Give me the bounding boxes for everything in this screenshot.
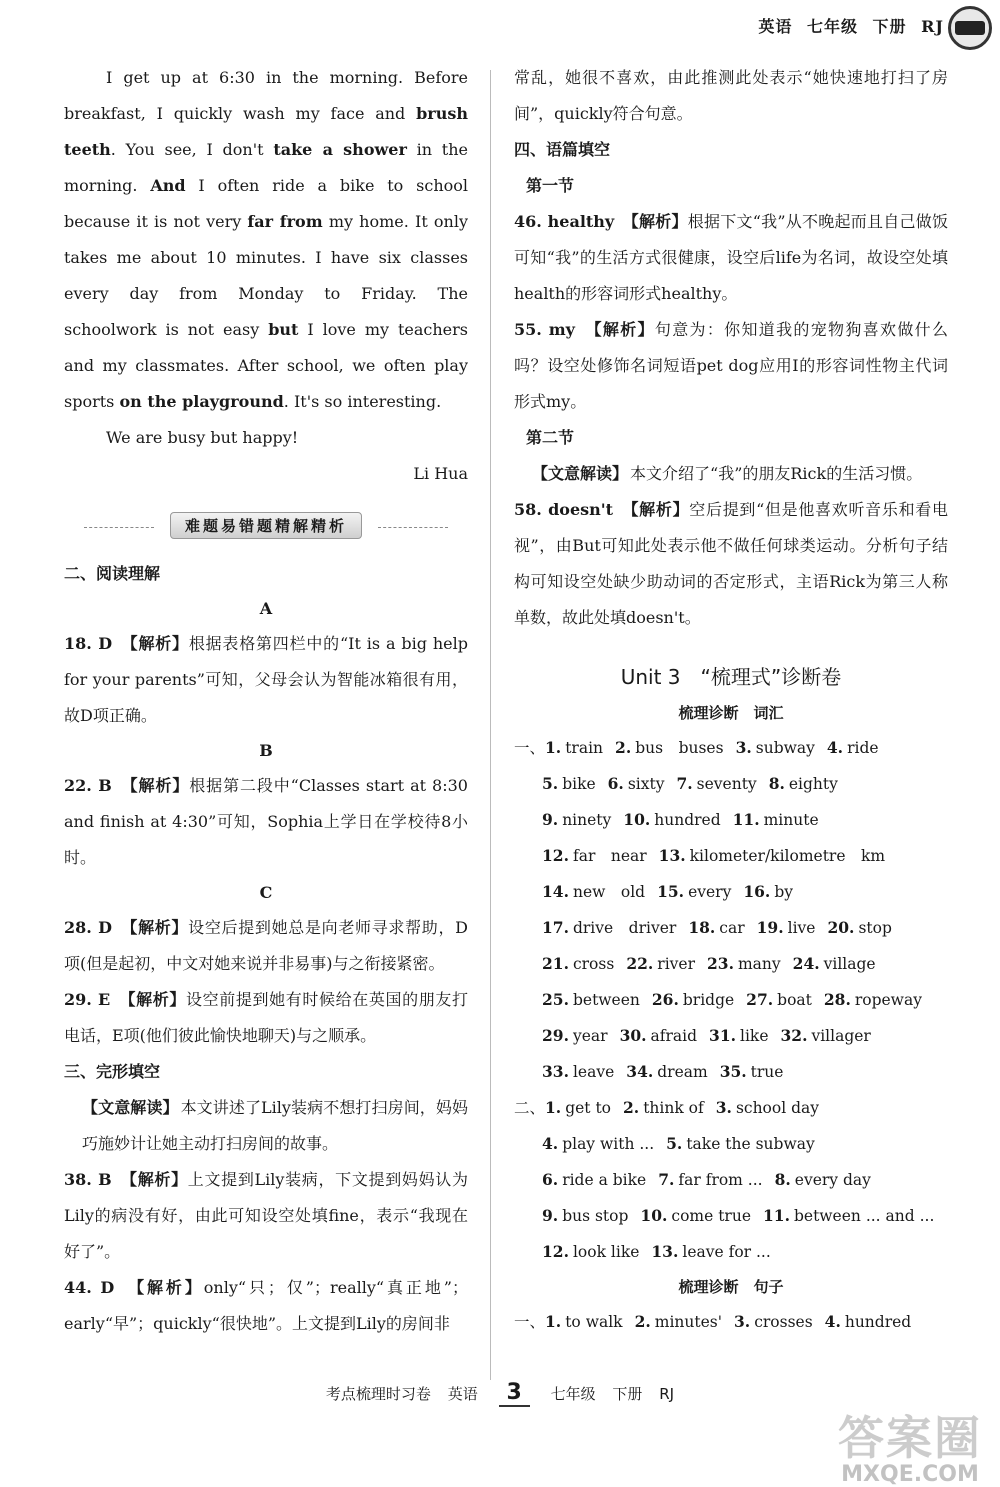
answer-number: 6.: [542, 1170, 559, 1189]
answer-29: 29. E 【解析】设空前提到她有时候给在英国的朋友打电话，E项(他们彼此愉快地聊天)与之顺承。: [64, 990, 468, 1045]
unit-title: Unit 3 “梳理式”诊断卷: [620, 665, 842, 689]
answer-word: bus buses: [635, 739, 724, 757]
answer-word: ride a bike: [562, 1171, 647, 1189]
header-subject: 英语: [758, 17, 793, 36]
answer-number: 1.: [545, 738, 562, 757]
answer-number: 13.: [651, 1242, 679, 1261]
answer-word: year: [572, 1027, 608, 1045]
answer-word: crosses: [754, 1313, 813, 1331]
answer-word: many: [737, 955, 781, 973]
answer-row: [514, 1162, 948, 1198]
answer-number: 2.: [634, 1312, 651, 1331]
answer-number: 32.: [780, 1026, 808, 1045]
answer-row: [514, 1054, 948, 1090]
footer-edition: RJ: [659, 1385, 675, 1403]
passage-summary-cloze: 【文意解读】 本文讲述了Lily装病不想打扫房间，妈妈巧施妙计让她主动打扫房间的故事。: [82, 1098, 468, 1153]
watermark-text: 答案圈: [838, 1411, 982, 1465]
answer-row: [514, 730, 948, 766]
answer-row: [514, 1090, 948, 1126]
answer-row: [514, 838, 948, 874]
answer-number: 3.: [735, 738, 752, 757]
answer-word: ninety: [562, 811, 612, 829]
answer-word: drive driver: [572, 919, 677, 937]
answer-word: minute: [763, 811, 819, 829]
essay-signature: Li Hua: [413, 464, 468, 483]
answer-number: 5.: [666, 1134, 683, 1153]
answer-46: 46. healthy 【解析】根据下文“我”从不晚起而且自己做饭可知“我”的生活方式很健康，设空后life为名词，故设空处填health的形容词形式healthy。: [514, 212, 948, 303]
answer-28: 28. D 【解析】设空后提到她总是向老师寻求帮助，D项(但是起初，中文对她来说并非易事)与之衔接紧密。: [64, 918, 468, 973]
answer-55: 55. my 【解析】句意为：你知道我的宠物狗喜欢做什么吗？设空处修饰名词短语pet dog应用I的形容词性物主代词形式my。: [514, 320, 948, 411]
answer-word: far near: [572, 847, 647, 865]
answer-number: 35.: [719, 1062, 747, 1081]
answer-word: bike: [562, 775, 596, 793]
row-prefix: 一、: [514, 739, 546, 757]
answer-word: villager: [811, 1027, 871, 1045]
answer-row: [514, 1018, 948, 1054]
vocab-subheading: 梳理诊断 词汇: [678, 704, 784, 722]
answer-number: 20.: [827, 918, 855, 937]
answer-word: come true: [671, 1207, 751, 1225]
answer-number: 15.: [657, 882, 685, 901]
answer-word: hundred: [844, 1313, 912, 1331]
banner-label: 难题易错题精解精析: [170, 512, 362, 539]
answer-44: 44. D 【解析】only“只；仅”；really“真正地”；early“早”；quickly“很快地”。上文提到Lily的房间非: [64, 1278, 468, 1333]
answer-word: between: [572, 991, 640, 1009]
answer-word: sixty: [627, 775, 665, 793]
answer-word: cross: [572, 955, 615, 973]
passage-summary-fill: 【文意解读】 本文介绍了“我”的朋友Rick的生活习惯。: [532, 464, 923, 483]
answer-word: train: [565, 739, 604, 757]
answer-number: 6.: [607, 774, 624, 793]
answer-number: 11.: [763, 1206, 790, 1225]
answer-number: 30.: [619, 1026, 647, 1045]
answer-number: 8.: [768, 774, 785, 793]
page-number: 3: [499, 1380, 530, 1407]
answer-word: afraid: [650, 1027, 698, 1045]
passage-label-c: C: [259, 883, 273, 902]
row-prefix: 一、: [514, 1313, 546, 1331]
row-prefix: 二、: [514, 1099, 546, 1117]
answer-row: [514, 982, 948, 1018]
answer-number: 21.: [542, 954, 569, 973]
section-banner: [64, 512, 468, 542]
essay-paragraph-2: We are busy but happy!: [106, 428, 299, 447]
answer-row: [514, 1304, 948, 1340]
answer-number: 24.: [792, 954, 820, 973]
answer-58: 58. doesn't 【解析】空后提到“但是他喜欢听音乐和看电视”，由But可知此处表示他不做任何球类运动。分析句子结构可知设空处缺少助动词的否定形式，主语Rick为第三人称单数，故此处填doesn't。: [514, 500, 948, 627]
answer-word: leave: [572, 1063, 615, 1081]
header-grade: 七年级: [806, 17, 858, 36]
column-divider: [490, 70, 491, 1380]
page-header: [750, 14, 944, 37]
sentence-answer-list: [514, 1304, 948, 1340]
answer-word: hundred: [654, 811, 721, 829]
answer-word: every: [688, 883, 732, 901]
answer-number: 7.: [658, 1170, 675, 1189]
answer-number: 34.: [626, 1062, 654, 1081]
header-term: 下册: [872, 17, 907, 36]
answer-word: bridge: [682, 991, 735, 1009]
footer-subject: 英语: [447, 1385, 478, 1403]
answer-number: 2.: [615, 738, 632, 757]
answer-number: 5.: [542, 774, 559, 793]
answer-number: 12.: [542, 1242, 569, 1261]
answer-number: 23.: [707, 954, 734, 973]
watermark-logo: [838, 1402, 982, 1487]
answer-number: 31.: [709, 1026, 737, 1045]
answer-number: 14.: [542, 882, 569, 901]
answer-row: [514, 1126, 948, 1162]
answer-number: 17.: [542, 918, 569, 937]
passage-label-a: A: [259, 599, 273, 618]
section-passage-fill: 四、语篇填空: [514, 140, 611, 159]
answer-word: ride: [847, 739, 879, 757]
footer-term: 下册: [612, 1385, 643, 1403]
vocab-answer-list: [514, 730, 948, 1270]
answer-word: live: [787, 919, 816, 937]
essay-paragraph-1: I get up at 6:30 in the morning. Before breakfast, I quickly wash my face and brush teeth. You see, I don't take a shower in the morning. And I often ride a bike to school because it is not very far from my home. It only takes me about 10 minutes. I have six classes every day from Monday to Friday. The schoolwork is not easy but I love my teachers and my classmates. After school, we often play sports on the playground. It's so interesting.: [64, 68, 469, 411]
answer-number: 12.: [542, 846, 569, 865]
answer-number: 1.: [545, 1312, 562, 1331]
answer-44-continued: 常乱，她很不喜欢，由此推测此处表示“她快速地打扫了房间”，quickly符合句意。: [514, 68, 948, 123]
answer-number: 4.: [826, 738, 844, 757]
answer-word: bus stop: [562, 1207, 629, 1225]
answer-word: seventy: [696, 775, 757, 793]
answer-word: dream: [657, 1063, 708, 1081]
answer-word: eighty: [788, 775, 838, 793]
answer-number: 8.: [774, 1170, 791, 1189]
answer-number: 4.: [542, 1134, 559, 1153]
answer-number: 2.: [623, 1098, 640, 1117]
passage-label-b: B: [259, 741, 273, 760]
answer-number: 10.: [640, 1206, 668, 1225]
answer-word: subway: [755, 739, 815, 757]
answer-row: [514, 910, 948, 946]
part-2-label: 第二节: [526, 428, 575, 447]
footer-grade: 七年级: [550, 1385, 596, 1403]
answer-word: stop: [858, 919, 892, 937]
answer-word: between ... and ...: [793, 1207, 935, 1225]
answer-row: [514, 874, 948, 910]
answer-row: [514, 1234, 948, 1270]
answer-word: think of: [643, 1099, 704, 1117]
answer-word: get to: [565, 1099, 612, 1117]
answer-word: take the subway: [686, 1135, 815, 1153]
answer-number: 28.: [823, 990, 851, 1009]
publisher-logo-icon: [948, 6, 992, 50]
sentence-subheading: 梳理诊断 句子: [678, 1278, 784, 1296]
answer-word: river: [657, 955, 695, 973]
answer-word: village: [823, 955, 876, 973]
answer-row: [514, 766, 948, 802]
answer-word: every day: [794, 1171, 871, 1189]
answer-number: 3.: [715, 1098, 732, 1117]
answer-number: 22.: [626, 954, 654, 973]
answer-row: [514, 946, 948, 982]
footer-book: 考点梳理时习卷: [325, 1385, 431, 1403]
answer-number: 9.: [542, 810, 559, 829]
part-1-label: 第一节: [526, 176, 575, 195]
answer-number: 16.: [743, 882, 771, 901]
answer-number: 10.: [623, 810, 651, 829]
answer-number: 13.: [658, 846, 686, 865]
answer-number: 9.: [542, 1206, 559, 1225]
answer-number: 27.: [746, 990, 774, 1009]
answer-word: to walk: [565, 1313, 623, 1331]
answer-number: 18.: [688, 918, 716, 937]
answer-word: ropeway: [854, 991, 922, 1009]
answer-number: 11.: [732, 810, 760, 829]
answer-38: 38. B 【解析】上文提到Lily装病，下文提到妈妈认为Lily的病没有好，由此可知设空处填fine，表示“我现在好了”。: [64, 1170, 468, 1261]
answer-number: 3.: [734, 1312, 751, 1331]
answer-number: 7.: [676, 774, 693, 793]
answer-number: 33.: [542, 1062, 569, 1081]
answer-number: 26.: [651, 990, 679, 1009]
answer-word: new old: [572, 883, 646, 901]
answer-word: look like: [572, 1243, 640, 1261]
answer-word: car: [719, 919, 745, 937]
answer-word: like: [740, 1027, 769, 1045]
answer-word: play with ...: [562, 1135, 655, 1153]
section-cloze: 三、完形填空: [64, 1062, 161, 1081]
answer-number: 1.: [545, 1098, 562, 1117]
answer-number: 4.: [824, 1312, 841, 1331]
answer-number: 29.: [542, 1026, 569, 1045]
answer-row: [514, 802, 948, 838]
answer-22: 22. B 【解析】根据第二段中“Classes start at 8:30 and finish at 4:30”可知，Sophia上学日在学校待8小时。: [64, 776, 468, 867]
answer-word: leave for ...: [682, 1243, 771, 1261]
right-column: [514, 60, 948, 1340]
section-reading: 二、阅读理解: [64, 564, 161, 583]
answer-word: kilometer/kilometre km: [689, 847, 886, 865]
answer-row: [514, 1198, 948, 1234]
header-edition: RJ: [921, 17, 944, 36]
answer-word: far from ...: [678, 1171, 763, 1189]
answer-number: 25.: [542, 990, 569, 1009]
answer-word: by: [774, 883, 794, 901]
left-column: [64, 60, 468, 1342]
watermark-url: MXQE.COM: [841, 1462, 979, 1487]
answer-number: 19.: [756, 918, 784, 937]
answer-18: 18. D 【解析】根据表格第四栏中的“It is a big help for your parents”可知，父母会认为智能冰箱很有用，故D项正确。: [64, 634, 468, 725]
answer-word: true: [750, 1063, 784, 1081]
answer-word: boat: [777, 991, 812, 1009]
answer-word: minutes': [654, 1313, 722, 1331]
answer-word: school day: [735, 1099, 820, 1117]
